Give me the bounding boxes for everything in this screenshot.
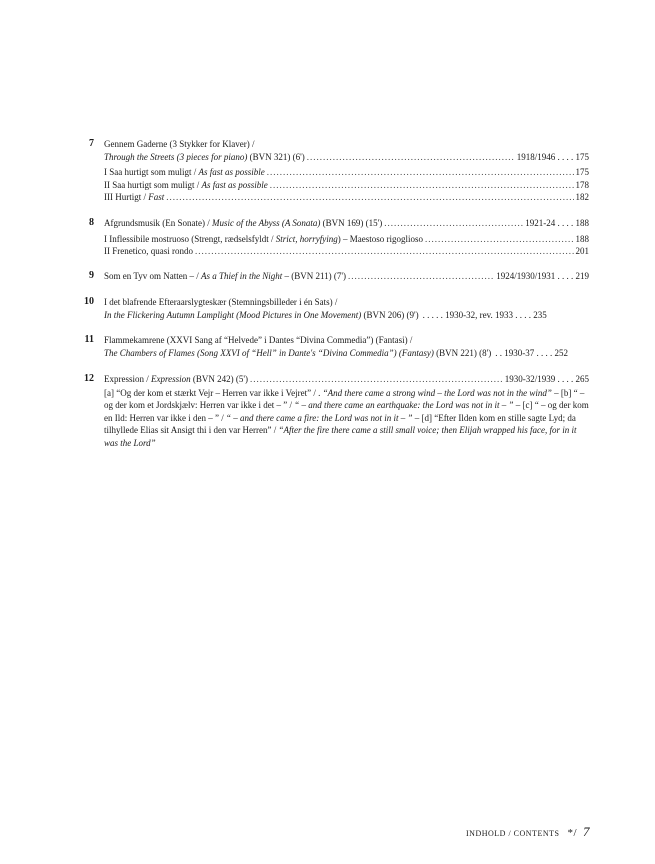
entry-year-page: . . . . . 1930-32, rev. 1933 . . . . 235: [422, 309, 547, 320]
movement-page: 188: [575, 233, 589, 244]
entry-info: (BVN 221) (8'): [433, 347, 492, 358]
entry-number: 12: [84, 373, 94, 384]
entry-year-page: 1924/1930/1931 . . . . 219: [496, 271, 589, 281]
footer-mark: */: [567, 827, 577, 839]
contents-entry-12: [84, 373, 589, 449]
entry-year-page: 1930-32/1939 . . . . 265: [504, 374, 589, 384]
leader-dots: [270, 179, 574, 192]
leader-dots: [195, 245, 574, 258]
entry-title: Expression /: [104, 374, 151, 384]
entry-info: (BVN 321) (6'): [249, 151, 305, 162]
entry-title: I det blafrende Efteraarslygteskær (Stemningsbilleder i én Sats) /: [104, 297, 338, 307]
entry-subtitle: The Chambers of Flames (Song XXVI of “Hell” in Dante's “Divina Commedia”) (Fantasy): [104, 347, 434, 358]
movement-title-en: Fast: [148, 192, 165, 202]
entry-title: Flammekamrene (XXVI Sang af “Helvede” i Dantes “Divina Commedia”) (Fantasi) /: [104, 335, 413, 345]
contents-entry-8: [84, 217, 589, 258]
contents-entry-9: [84, 270, 589, 283]
entry-subtitle: Expression: [151, 374, 191, 384]
entry-year-page: 1921-24 . . . . 188: [525, 218, 589, 228]
leader-dots: [307, 151, 515, 164]
entry-year-page: . . 1930-37 . . . . 252: [495, 347, 569, 358]
page-footer: [430, 824, 590, 840]
entry-number: 10: [84, 296, 94, 307]
entry-year-page: 1918/1946 . . . . 175: [516, 151, 589, 162]
movement-line: [104, 191, 589, 204]
movement-page: 182: [575, 192, 589, 202]
leader-dots: [166, 191, 573, 204]
movement-title: I Inflessibile mostruoso (Strengt, rædselsfyldt /: [104, 233, 276, 244]
movement-line: [104, 245, 589, 258]
leader-dots: [425, 233, 574, 246]
entry-number: 9: [89, 270, 94, 281]
movement-line: [104, 179, 589, 192]
movement-page: 178: [575, 179, 589, 190]
movement-page: 201: [575, 246, 589, 256]
entry-info: (BVN 242) (5'): [190, 374, 249, 384]
entry-description: [a] “Og der kom et stærkt Vejr – Herren var ikke i Vejret” / . “And there came a strong wind – the Lord was not in the wind” – [b] “ – og der kom et Jordskjælv: Herren var ikke i det – ” / “ – and there came an earthquake: the Lord was not in it – ” – [c] “ – og der kom en Ild: Herren var ikke i den – ” / “ – and there came a fire: the Lord was not in it – ” – [d] “Efter Ilden kom en stille sagte Lyd; da tilhyllede Elias sit Ansigt thi i den var Herren” / “After the fire there came a still small voice; then Elijah wrapped his face, for in it was the Lord”: [104, 387, 589, 448]
entry-subtitle: In the Flickering Autumn Lamplight (Mood Pictures in One Movement): [104, 309, 362, 320]
footer-label: INDHOLD / CONTENTS: [466, 829, 560, 838]
entry-title: Gennem Gaderne (3 Stykker for Klaver) /: [104, 139, 255, 149]
movement-line: [104, 166, 589, 179]
entry-number: 7: [89, 138, 94, 149]
entry-info: (BVN 206) (9'): [361, 309, 419, 320]
movement-tempo: ) – Maestoso rigoglioso: [337, 233, 423, 244]
contents-entry-7: [84, 138, 589, 204]
leader-dots: [384, 217, 523, 230]
movement-line: [104, 233, 589, 246]
movement-title: II Frenetico, quasi rondo: [104, 246, 193, 256]
entry-title: Som en Tyv om Natten – /: [104, 271, 201, 281]
entry-subtitle: As a Thief in the Night: [200, 271, 283, 281]
entry-info: (BVN 169) (15'): [320, 218, 383, 228]
page-number: 7: [583, 824, 590, 839]
entry-info: – (BVN 211) (7'): [282, 271, 346, 281]
movement-title: I Saa hurtigt som muligt /: [104, 167, 199, 177]
movement-title-en: As fast as possible: [198, 167, 265, 177]
entry-number: 8: [89, 217, 94, 228]
leader-dots: [348, 270, 494, 283]
movement-title-en: Strict, horryfying: [275, 233, 338, 244]
entry-title: Afgrundsmusik (En Sonate) /: [104, 218, 212, 228]
contents-entry-11: [84, 334, 589, 359]
leader-dots: [267, 166, 574, 179]
leader-dots: [250, 373, 503, 386]
movement-title-en: As fast as possible: [201, 179, 268, 190]
contents-entry-10: [84, 296, 589, 321]
entry-subtitle: Through the Streets (3 pieces for piano): [104, 151, 248, 162]
movement-title: II Saa hurtigt som muligt /: [104, 179, 202, 190]
movement-page: 175: [575, 167, 589, 177]
entry-number: 11: [84, 334, 94, 345]
entry-subtitle: Music of the Abyss (A Sonata): [212, 218, 321, 228]
movement-title: III Hurtigt /: [104, 192, 149, 202]
